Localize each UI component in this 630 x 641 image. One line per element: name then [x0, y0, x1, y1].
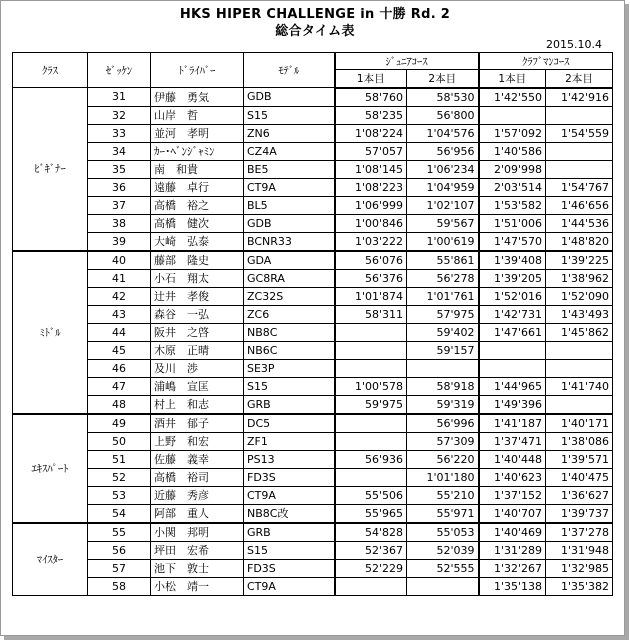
club-run1-time: 1'31'289: [479, 541, 546, 559]
table-row: [13, 432, 613, 450]
junior-run2-time: 55'861: [407, 251, 479, 270]
class-name: ｴｷｽﾊﾟｰﾄ: [13, 414, 88, 523]
junior-run2-time: 1'06'234: [407, 160, 479, 178]
car-number: 39: [88, 232, 151, 251]
car-number: 32: [88, 106, 151, 124]
header-junior-run2: 2本目: [407, 70, 479, 88]
junior-run2-time: 1'04'576: [407, 124, 479, 142]
club-run2-time: [546, 106, 613, 124]
table-row: [13, 559, 613, 577]
junior-run2-time: 58'918: [407, 377, 479, 395]
junior-run1-time: 56'936: [335, 450, 407, 468]
driver-name: 阿部 重人: [151, 504, 244, 523]
driver-name: 村上 和志: [151, 395, 244, 414]
event-date: 2015.10.4: [546, 38, 602, 51]
junior-run1-time: 1'01'874: [335, 287, 407, 305]
junior-run1-time: 55'506: [335, 486, 407, 504]
club-run2-time: 1'43'493: [546, 305, 613, 323]
junior-run2-time: 55'971: [407, 504, 479, 523]
junior-run1-time: 1'06'999: [335, 196, 407, 214]
table-row: [13, 341, 613, 359]
car-model: GRB: [244, 523, 335, 542]
car-number: 56: [88, 541, 151, 559]
table-row: [13, 269, 613, 287]
club-run2-time: 1'48'820: [546, 232, 613, 251]
club-run2-time: [546, 160, 613, 178]
car-model: CT9A: [244, 486, 335, 504]
header-class: ｸﾗｽ: [13, 53, 88, 88]
header-club-run1: 1本目: [479, 70, 546, 88]
car-number: 40: [88, 251, 151, 270]
table-row: [13, 414, 613, 433]
car-model: ZN6: [244, 124, 335, 142]
club-run1-time: [479, 341, 546, 359]
junior-run2-time: 56'956: [407, 142, 479, 160]
table-row: [13, 541, 613, 559]
junior-run2-time: 56'800: [407, 106, 479, 124]
junior-run1-time: [335, 414, 407, 433]
club-run1-time: 1'40'469: [479, 523, 546, 542]
junior-run1-time: 57'057: [335, 142, 407, 160]
junior-run1-time: 1'00'578: [335, 377, 407, 395]
header-driver: ﾄﾞﾗｲﾊﾞｰ: [151, 53, 244, 88]
table-row: [13, 577, 613, 595]
car-model: CZ4A: [244, 142, 335, 160]
club-run1-time: 1'37'152: [479, 486, 546, 504]
car-model: S15: [244, 106, 335, 124]
club-run2-time: 1'39'737: [546, 504, 613, 523]
club-run1-time: 1'40'623: [479, 468, 546, 486]
page-subtitle: 総合タイム表: [275, 24, 355, 39]
car-model: GDA: [244, 251, 335, 270]
junior-run1-time: 56'376: [335, 269, 407, 287]
car-model: GDB: [244, 214, 335, 232]
car-number: 31: [88, 88, 151, 107]
club-run2-time: 1'36'627: [546, 486, 613, 504]
driver-name: 遠藤 卓行: [151, 178, 244, 196]
driver-name: 佐藤 義幸: [151, 450, 244, 468]
driver-name: 阪井 之啓: [151, 323, 244, 341]
car-model: CT9A: [244, 178, 335, 196]
car-number: 34: [88, 142, 151, 160]
car-number: 35: [88, 160, 151, 178]
class-name: ﾐﾄﾞﾙ: [13, 251, 88, 414]
driver-name: 小松 靖一: [151, 577, 244, 595]
club-run1-time: 1'42'550: [479, 88, 546, 107]
junior-run2-time: [407, 577, 479, 595]
class-name: ﾏｲｽﾀｰ: [13, 523, 88, 596]
table-row: [13, 468, 613, 486]
header-junior-course: ｼﾞｭﾆｱｺｰｽ: [335, 53, 479, 70]
car-number: 52: [88, 468, 151, 486]
table-row: [13, 523, 613, 542]
car-number: 41: [88, 269, 151, 287]
driver-name: 坪田 宏希: [151, 541, 244, 559]
car-model: FD3S: [244, 559, 335, 577]
car-model: ZC32S: [244, 287, 335, 305]
junior-run2-time: 52'555: [407, 559, 479, 577]
junior-run1-time: 52'229: [335, 559, 407, 577]
club-run2-time: [546, 142, 613, 160]
club-run1-time: 1'57'092: [479, 124, 546, 142]
junior-run1-time: 1'08'223: [335, 178, 407, 196]
junior-run1-time: 1'08'145: [335, 160, 407, 178]
club-run2-time: 1'44'536: [546, 214, 613, 232]
club-run1-time: 1'37'471: [479, 432, 546, 450]
junior-run1-time: 1'00'846: [335, 214, 407, 232]
club-run2-time: 1'40'475: [546, 468, 613, 486]
junior-run1-time: [335, 468, 407, 486]
club-run1-time: 1'51'006: [479, 214, 546, 232]
driver-name: 森谷 一弘: [151, 305, 244, 323]
club-run2-time: 1'37'278: [546, 523, 613, 542]
club-run2-time: 1'38'962: [546, 269, 613, 287]
club-run1-time: 1'44'965: [479, 377, 546, 395]
club-run2-time: [546, 359, 613, 377]
junior-run2-time: 1'01'180: [407, 468, 479, 486]
driver-name: 池下 敦士: [151, 559, 244, 577]
driver-name: 小石 翔太: [151, 269, 244, 287]
junior-run2-time: 52'039: [407, 541, 479, 559]
car-model: NB8C: [244, 323, 335, 341]
table-row: [13, 504, 613, 523]
driver-name: 浦嶋 宣匡: [151, 377, 244, 395]
car-model: S15: [244, 377, 335, 395]
car-model: CT9A: [244, 577, 335, 595]
club-run2-time: 1'46'656: [546, 196, 613, 214]
car-number: 58: [88, 577, 151, 595]
car-number: 51: [88, 450, 151, 468]
car-number: 37: [88, 196, 151, 214]
junior-run2-time: 1'00'619: [407, 232, 479, 251]
car-number: 47: [88, 377, 151, 395]
header-model: ﾓﾃﾞﾙ: [244, 53, 335, 88]
club-run1-time: 1'40'707: [479, 504, 546, 523]
table-row: [13, 305, 613, 323]
junior-run2-time: 57'975: [407, 305, 479, 323]
table-row: [13, 142, 613, 160]
car-model: NB6C: [244, 341, 335, 359]
club-run2-time: [546, 341, 613, 359]
club-run2-time: 1'52'090: [546, 287, 613, 305]
table-row: [13, 214, 613, 232]
car-model: BL5: [244, 196, 335, 214]
driver-name: 並河 孝明: [151, 124, 244, 142]
club-run2-time: 1'42'916: [546, 88, 613, 107]
driver-name: 高橋 健次: [151, 214, 244, 232]
club-run1-time: 1'53'582: [479, 196, 546, 214]
class-name: ﾋﾞｷﾞﾅｰ: [13, 88, 88, 251]
club-run1-time: 1'52'016: [479, 287, 546, 305]
car-number: 55: [88, 523, 151, 542]
club-run1-time: 1'47'661: [479, 323, 546, 341]
driver-name: 藤部 隆史: [151, 251, 244, 270]
car-number: 44: [88, 323, 151, 341]
car-model: PS13: [244, 450, 335, 468]
junior-run2-time: 59'567: [407, 214, 479, 232]
driver-name: 大崎 弘泰: [151, 232, 244, 251]
club-run1-time: 1'40'448: [479, 450, 546, 468]
car-model: NB8C改: [244, 504, 335, 523]
car-model: GDB: [244, 88, 335, 107]
driver-name: 上野 和宏: [151, 432, 244, 450]
driver-name: 木原 正晴: [151, 341, 244, 359]
car-number: 53: [88, 486, 151, 504]
junior-run1-time: 54'828: [335, 523, 407, 542]
club-run1-time: [479, 106, 546, 124]
club-run1-time: 1'49'396: [479, 395, 546, 414]
car-model: BCNR33: [244, 232, 335, 251]
club-run1-time: 2'03'514: [479, 178, 546, 196]
club-run1-time: 2'09'998: [479, 160, 546, 178]
junior-run1-time: [335, 432, 407, 450]
junior-run1-time: 59'975: [335, 395, 407, 414]
junior-run2-time: 55'210: [407, 486, 479, 504]
driver-name: 高橋 裕司: [151, 468, 244, 486]
junior-run1-time: 55'965: [335, 504, 407, 523]
junior-run2-time: 59'402: [407, 323, 479, 341]
club-run2-time: 1'54'767: [546, 178, 613, 196]
table-row: [13, 88, 613, 107]
header-club-course: ｸﾗﾌﾞﾏﾝｺｰｽ: [479, 53, 613, 70]
junior-run1-time: 52'367: [335, 541, 407, 559]
junior-run2-time: 57'309: [407, 432, 479, 450]
junior-run2-time: 59'319: [407, 395, 479, 414]
table-row: [13, 178, 613, 196]
driver-name: 辻井 孝俊: [151, 287, 244, 305]
car-number: 48: [88, 395, 151, 414]
car-model: ZC6: [244, 305, 335, 323]
driver-name: 近藤 秀彦: [151, 486, 244, 504]
driver-name: ｶｰ･ﾍﾞﾝｼﾞｬﾐﾝ: [151, 142, 244, 160]
driver-name: 山岸 哲: [151, 106, 244, 124]
club-run2-time: 1'41'740: [546, 377, 613, 395]
table-row: [13, 377, 613, 395]
club-run1-time: 1'39'205: [479, 269, 546, 287]
club-run2-time: 1'40'171: [546, 414, 613, 433]
car-model: BE5: [244, 160, 335, 178]
junior-run1-time: 1'08'224: [335, 124, 407, 142]
car-number: 38: [88, 214, 151, 232]
driver-name: 南 和貴: [151, 160, 244, 178]
junior-run2-time: 56'220: [407, 450, 479, 468]
club-run1-time: 1'41'187: [479, 414, 546, 433]
club-run1-time: [479, 359, 546, 377]
car-number: 45: [88, 341, 151, 359]
car-model: DC5: [244, 414, 335, 433]
driver-name: 伊藤 勇気: [151, 88, 244, 107]
club-run2-time: 1'32'985: [546, 559, 613, 577]
junior-run2-time: 58'530: [407, 88, 479, 107]
car-model: ZF1: [244, 432, 335, 450]
club-run1-time: 1'47'570: [479, 232, 546, 251]
junior-run1-time: 1'03'222: [335, 232, 407, 251]
table-row: [13, 124, 613, 142]
car-model: GC8RA: [244, 269, 335, 287]
club-run2-time: 1'54'559: [546, 124, 613, 142]
driver-name: 小関 邦明: [151, 523, 244, 542]
header-club-run2: 2本目: [546, 70, 613, 88]
club-run1-time: 1'32'267: [479, 559, 546, 577]
car-model: GRB: [244, 395, 335, 414]
table-row: [13, 251, 613, 270]
club-run2-time: 1'35'382: [546, 577, 613, 595]
junior-run1-time: 56'076: [335, 251, 407, 270]
junior-run2-time: 56'278: [407, 269, 479, 287]
results-body: [13, 88, 613, 596]
table-row: [13, 106, 613, 124]
junior-run2-time: 1'04'959: [407, 178, 479, 196]
results-table: [12, 52, 613, 596]
club-run2-time: 1'39'225: [546, 251, 613, 270]
club-run2-time: 1'38'086: [546, 432, 613, 450]
junior-run2-time: 55'053: [407, 523, 479, 542]
junior-run1-time: 58'311: [335, 305, 407, 323]
table-row: [13, 196, 613, 214]
club-run2-time: 1'45'862: [546, 323, 613, 341]
car-number: 43: [88, 305, 151, 323]
junior-run1-time: [335, 359, 407, 377]
car-number: 57: [88, 559, 151, 577]
car-model: SE3P: [244, 359, 335, 377]
car-number: 49: [88, 414, 151, 433]
junior-run2-time: 1'01'761: [407, 287, 479, 305]
junior-run2-time: 59'157: [407, 341, 479, 359]
junior-run2-time: 56'996: [407, 414, 479, 433]
car-number: 36: [88, 178, 151, 196]
table-row: [13, 160, 613, 178]
page-title: HKS HIPER CHALLENGE in 十勝 Rd. 2: [179, 7, 451, 22]
header-junior-run1: 1本目: [335, 70, 407, 88]
car-number: 50: [88, 432, 151, 450]
club-run1-time: 1'39'408: [479, 251, 546, 270]
club-run2-time: 1'31'948: [546, 541, 613, 559]
table-row: [13, 486, 613, 504]
club-run1-time: 1'35'138: [479, 577, 546, 595]
club-run1-time: 1'42'731: [479, 305, 546, 323]
junior-run1-time: [335, 577, 407, 595]
car-number: 42: [88, 287, 151, 305]
car-model: S15: [244, 541, 335, 559]
table-row: [13, 450, 613, 468]
club-run2-time: 1'39'571: [546, 450, 613, 468]
junior-run2-time: 1'02'107: [407, 196, 479, 214]
driver-name: 酒井 郁子: [151, 414, 244, 433]
driver-name: 及川 渉: [151, 359, 244, 377]
header-number: ｾﾞｯｹﾝ: [88, 53, 151, 88]
club-run1-time: 1'40'586: [479, 142, 546, 160]
car-number: 54: [88, 504, 151, 523]
club-run2-time: [546, 395, 613, 414]
car-number: 46: [88, 359, 151, 377]
junior-run1-time: 58'760: [335, 88, 407, 107]
junior-run2-time: [407, 359, 479, 377]
junior-run1-time: [335, 341, 407, 359]
junior-run1-time: 58'235: [335, 106, 407, 124]
junior-run1-time: [335, 323, 407, 341]
table-row: [13, 395, 613, 414]
table-row: [13, 287, 613, 305]
car-number: 33: [88, 124, 151, 142]
driver-name: 高橋 裕之: [151, 196, 244, 214]
table-row: [13, 232, 613, 251]
table-row: [13, 359, 613, 377]
table-row: [13, 323, 613, 341]
car-model: FD3S: [244, 468, 335, 486]
